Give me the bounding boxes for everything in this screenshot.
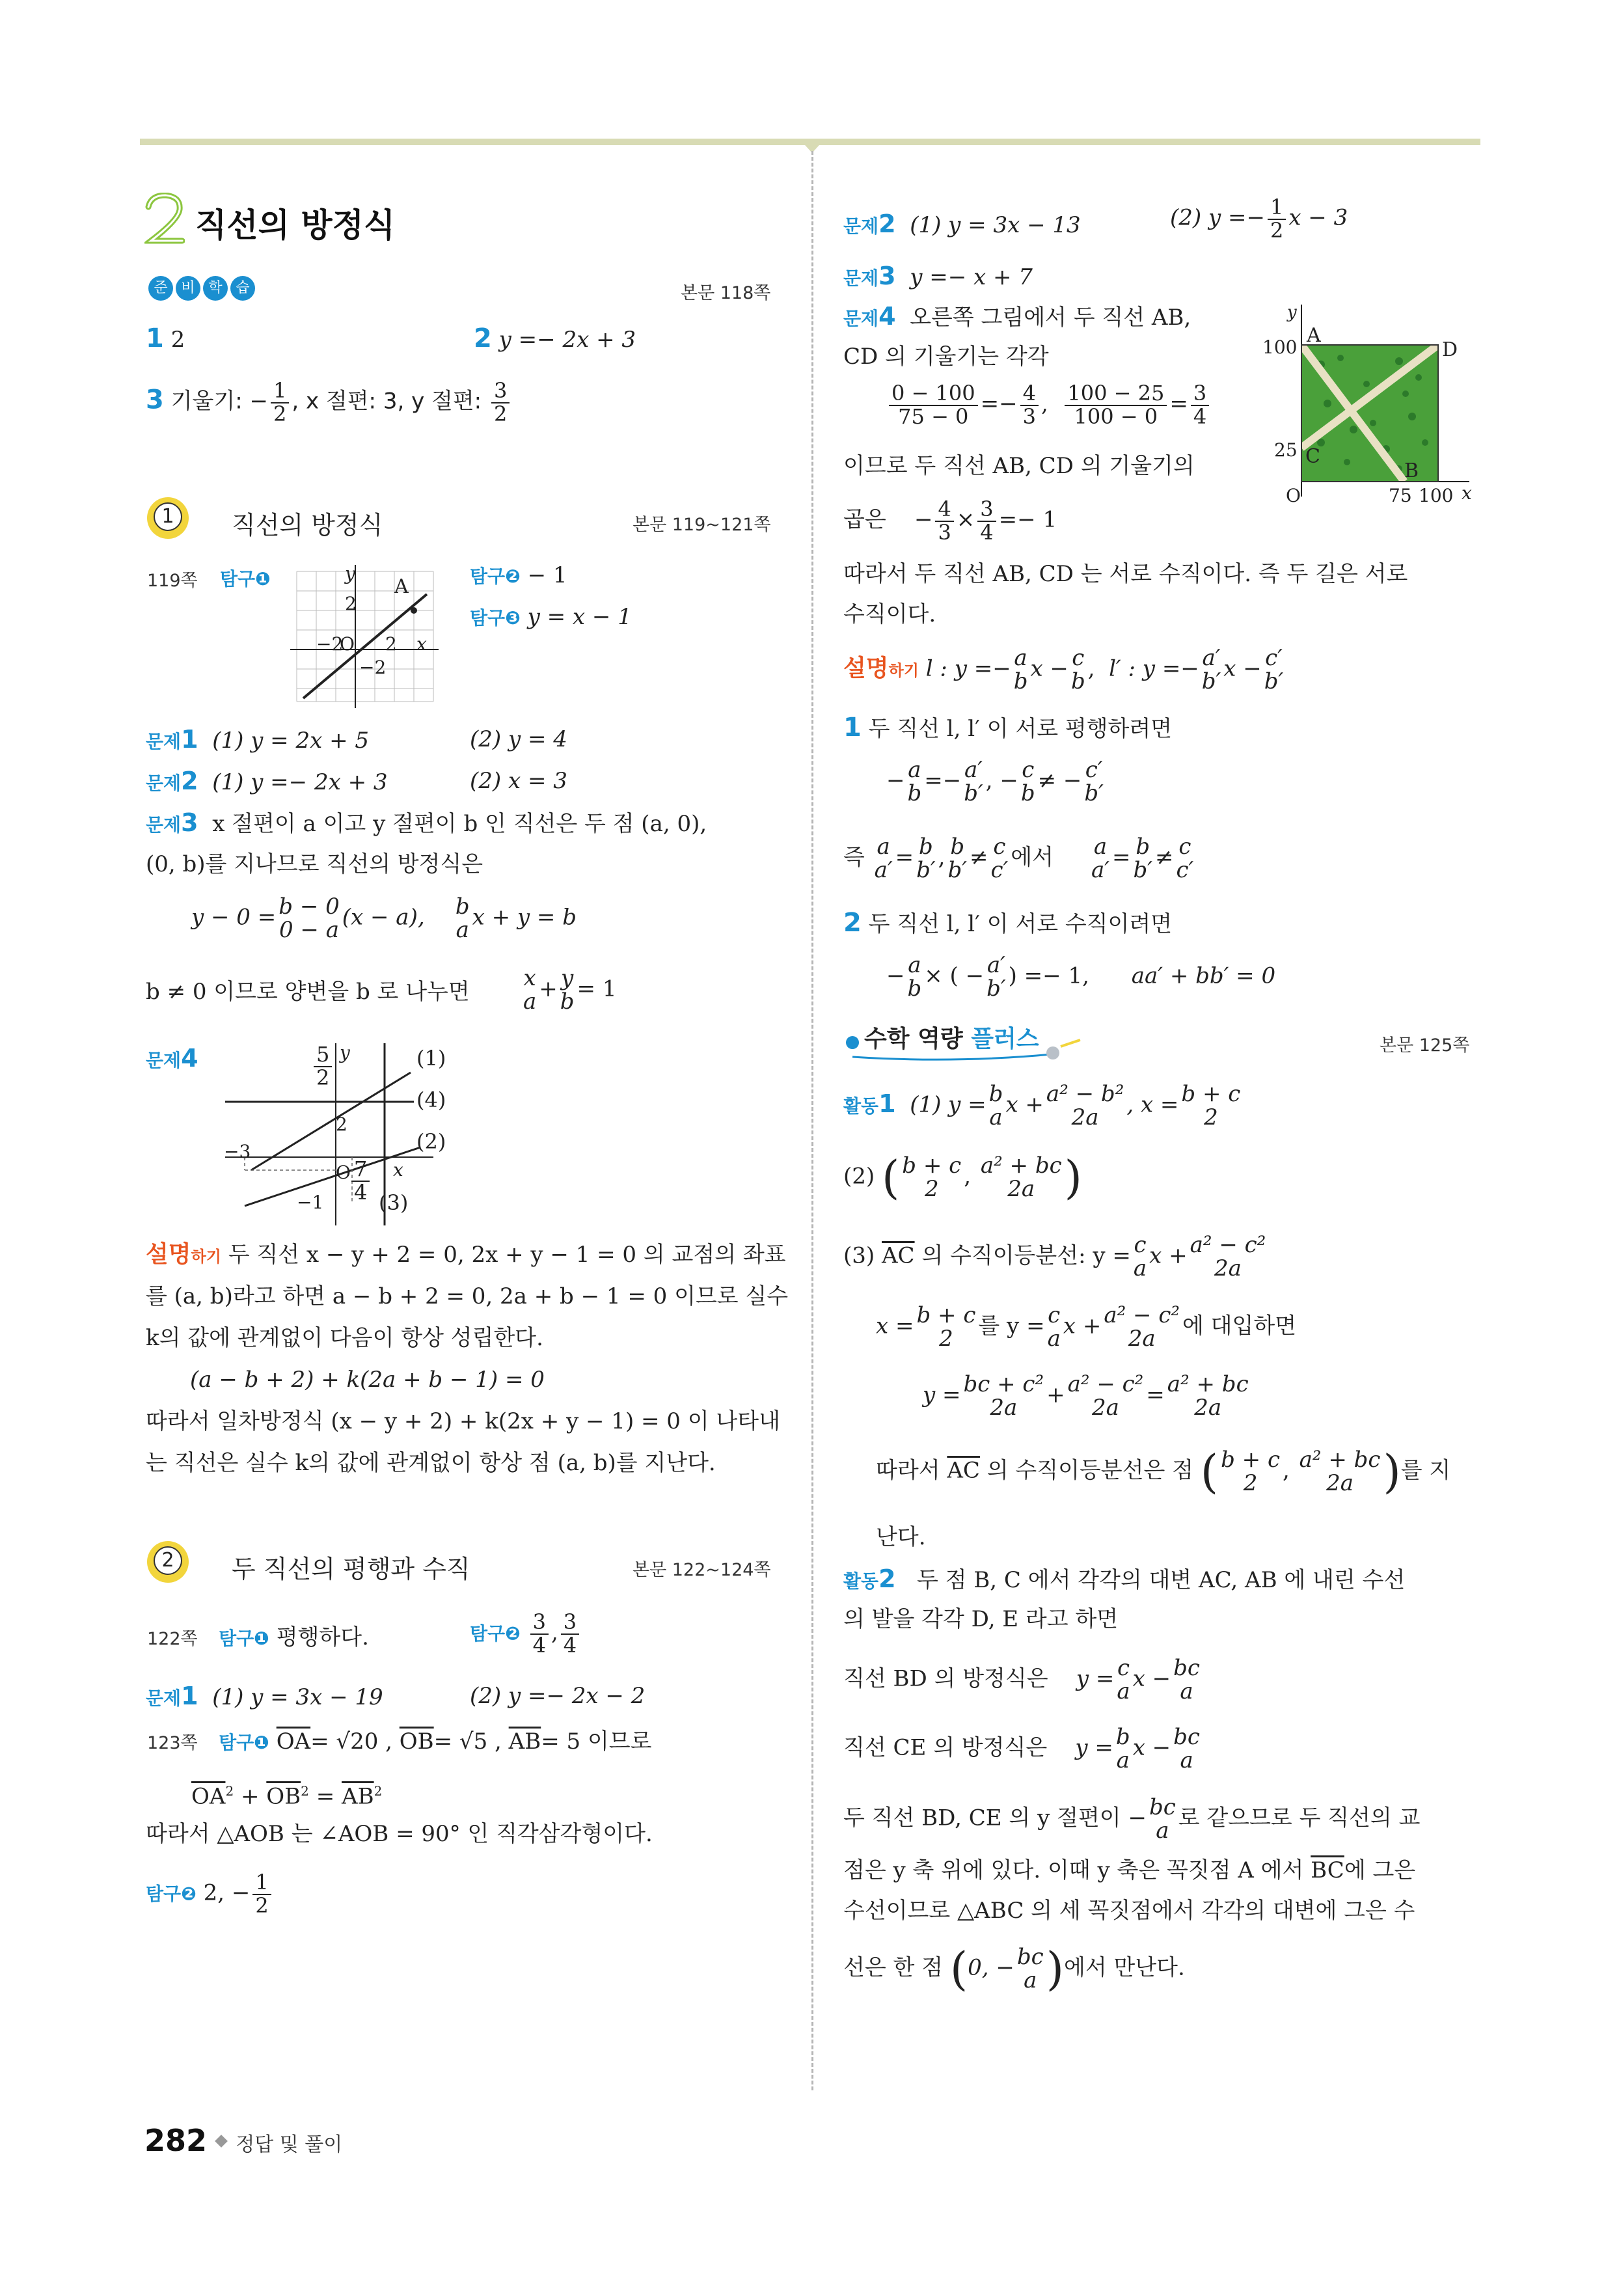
r-problem-4-line2: CD 의 기울기는 각각 bbox=[843, 344, 1049, 370]
r-problem-2b: (2) y =− $\frac{1}{2}$ x − 3 bbox=[1170, 195, 1348, 243]
r-problem-3: 문제3 y =− x + 7 bbox=[843, 262, 1033, 290]
plus-ref: 본문 125쪽 bbox=[1380, 1035, 1470, 1056]
explain-4: (a − b + 2) + k(2a + b − 1) = 0 bbox=[190, 1367, 545, 1393]
g1-y: y bbox=[345, 563, 355, 584]
g1-x: x bbox=[416, 633, 427, 655]
section-2-icon: 2 bbox=[147, 1541, 189, 1583]
g1-A: A bbox=[394, 575, 409, 598]
section-1-icon: 1 bbox=[147, 497, 189, 539]
activity-2-bd: 직선 BD 의 방정식은 y = c a x − bc a bbox=[843, 1655, 1200, 1704]
g1-two2: 2 bbox=[385, 633, 397, 655]
activity-1-3-sub: x = b + c 2 를 y = c a x + a² − c² 2a 에 대입하면 bbox=[876, 1302, 1297, 1352]
prep-badge: 비 bbox=[176, 276, 200, 301]
r-problem-2: 문제2 (1) y = 3x − 13 bbox=[843, 210, 1081, 238]
problem-3: 문제3 x 절편이 a 이고 y 절편이 b 인 직선은 두 점 (a, 0), bbox=[146, 808, 707, 837]
r-problem-4-line6: 수직이다. bbox=[843, 601, 936, 627]
explain-6: 는 직선은 실수 k의 값에 관계없이 항상 점 (a, b)를 지난다. bbox=[146, 1450, 716, 1476]
explain-5: 따라서 일차방정식 (x − y + 2) + k(2x + y − 1) = 0 이 나타내 bbox=[146, 1408, 780, 1434]
g4-m1: −1 bbox=[297, 1192, 324, 1213]
prep-badge: 습 bbox=[230, 276, 255, 301]
r-problem-4-line5: 따라서 두 직선 AB, CD 는 서로 수직이다. 즉 두 길은 서로 bbox=[843, 561, 1408, 587]
r-q1-eq: − a b =− a′ b′ , − c b ≠ − c′ b′ bbox=[886, 757, 1104, 806]
s2-problem-1: 문제1 (1) y = 3x − 19 bbox=[146, 1682, 383, 1710]
problem-2b: (2) x = 3 bbox=[470, 768, 567, 794]
footer-text: 정답 및 풀이 bbox=[236, 2133, 343, 2156]
problem-3-eq1: y − 0 = b − 0 0 − a (x − a), b a x + y = b bbox=[191, 894, 577, 943]
g4-line1: (1) bbox=[416, 1046, 446, 1071]
problem-1b: (2) y = 4 bbox=[470, 726, 567, 752]
right-triangle-line: 따라서 △AOB 는 ∠AOB = 90° 인 직각삼각형이다. bbox=[146, 1821, 653, 1847]
problem-4-label: 문제4 bbox=[146, 1044, 198, 1073]
activity-1-3-conc: 따라서 $\overline{AC}$ 의 수직이등분선은 점 ( b + c 2 , a² + bc 2a )를 지 bbox=[876, 1445, 1451, 1499]
activity-2-line4: 점은 y 축 위에 있다. 이때 y 축은 꼭짓점 A 에서 $\overline{BC}$에 그은 bbox=[843, 1857, 1416, 1883]
g4-O: O bbox=[336, 1162, 351, 1183]
r-q2-eq: − a b × ( − a′ b′ ) =− 1, aa′ + bb′ = 0 bbox=[886, 952, 1276, 1002]
r-problem-4-line3: 이므로 두 직선 AB, CD 의 기울기의 bbox=[843, 453, 1195, 479]
prep-badge: 준 bbox=[148, 276, 173, 301]
g4-x: x bbox=[393, 1159, 403, 1181]
r-problem-4-slopes: $\frac{0 - 100}{75 - 0}$ =− $\frac{4}{3}$ , $\frac{100 - 25}{100 - 0}$ = $\frac{3}{4}$ bbox=[886, 383, 1212, 428]
g4-line4: (4) bbox=[416, 1087, 446, 1112]
s2-explore-2: 탐구❷ $\frac{3}{4}$ , $\frac{3}{4}$ bbox=[470, 1611, 582, 1656]
page-122: 122쪽 탐구❶ 평행하다. bbox=[147, 1624, 369, 1650]
g4-line3: (3) bbox=[379, 1190, 409, 1215]
section-2-ref: 본문 122~124쪽 bbox=[633, 1560, 771, 1580]
activity-2-ce: 직선 CE 의 방정식은 y = b a x − bc a bbox=[843, 1724, 1200, 1773]
r-explain: 설명하기 l : y =− a b x − c b , l′ : y =− a′ b′ x − c′ b′ bbox=[843, 645, 1284, 694]
park-x: x bbox=[1462, 482, 1472, 504]
prep-badges bbox=[148, 276, 258, 301]
explore-1-label: 탐구❶ bbox=[220, 568, 271, 590]
g1-m22: −2 bbox=[359, 657, 387, 678]
section-2-title: 두 직선의 평행과 수직 bbox=[232, 1555, 470, 1583]
explore-3: 탐구❸ y = x − 1 bbox=[470, 604, 632, 630]
g1-two: 2 bbox=[345, 593, 357, 614]
activity-2-line3: 두 직선 BD, CE 의 y 절편이 − bc a 로 같으므로 두 직선의 교 bbox=[843, 1794, 1421, 1844]
park-B: B bbox=[1404, 459, 1419, 482]
g4-y: y bbox=[340, 1042, 350, 1063]
g1-O: O bbox=[340, 633, 355, 655]
activity-2-line5: 수선이므로 △ABC 의 세 꼭짓점에서 각각의 대변에 그은 수 bbox=[843, 1898, 1415, 1924]
r-q1-eq2: 즉 a a′ = b b′ , b b′ ≠ c c′ 에서 a a′ = b b′ ≠ c c′ bbox=[843, 834, 1194, 883]
activity-1-3-end: 난다. bbox=[876, 1524, 926, 1550]
activity-2-line2: 의 발을 각각 D, E 라고 하면 bbox=[843, 1606, 1119, 1632]
problem-2: 문제2 (1) y =− 2x + 3 bbox=[146, 767, 388, 795]
park-C: C bbox=[1305, 445, 1320, 468]
park-100: 100 bbox=[1262, 336, 1298, 358]
s2-explore-2b: 탐구❷ 2, − $\frac{1}{2}$ bbox=[146, 1872, 274, 1917]
park-A: A bbox=[1307, 324, 1321, 347]
explain-2: 를 (a, b)라고 하면 a − b + 2 = 0, 2a + b − 1 = 0 이므로 실수 bbox=[146, 1283, 789, 1309]
park-x100: 100 bbox=[1419, 485, 1454, 506]
section-1-title: 직선의 방정식 bbox=[232, 511, 383, 540]
g4-frac: $\frac{5}{2}$ bbox=[311, 1044, 334, 1089]
column-divider bbox=[811, 151, 813, 2090]
page-119-label: 119쪽 bbox=[147, 571, 198, 591]
r-q2: 2 두 직선 l, l′ 이 서로 수직이려면 bbox=[843, 908, 1173, 938]
g1-m2: −2 bbox=[316, 633, 344, 655]
r-problem-4-product: 곱은 − $\frac{4}{3}$ × $\frac{3}{4}$ =− 1 bbox=[843, 497, 1057, 545]
g4-line2: (2) bbox=[416, 1129, 446, 1154]
explain-3: k의 값에 관계없이 다음이 항상 성립한다. bbox=[146, 1325, 543, 1351]
park-D: D bbox=[1442, 338, 1458, 361]
prep-answer-2: 2 y =− 2x + 3 bbox=[474, 323, 636, 353]
r-problem-4: 문제4 오른쪽 그림에서 두 직선 AB, bbox=[843, 302, 1191, 331]
problem-1: 문제1 (1) y = 2x + 5 bbox=[146, 725, 370, 754]
page-123: 123쪽 탐구❶ $\overline{OA}= √20$ , $\overline{OB}= √5$ , $\overline{AB}= 5$ 이므로 bbox=[147, 1729, 652, 1755]
chapter-number-icon bbox=[144, 193, 185, 246]
g4-frac2: $\frac{7}{4}$ bbox=[349, 1158, 372, 1203]
park-O: O bbox=[1286, 485, 1301, 506]
explain-1: 설명하기 두 직선 x − y + 2 = 0, 2x + y − 1 = 0 의 교점의 좌표 bbox=[146, 1241, 786, 1268]
page-number: 282 bbox=[144, 2123, 208, 2158]
activity-1-3: (3) $\overline{AC}$ 의 수직이등분선: y = c a x + a² − c² 2a bbox=[843, 1232, 1266, 1281]
activity-1: 활동1 (1) y = b a x + a² − b² 2a , x = b + c 2 bbox=[843, 1081, 1241, 1130]
section-1-ref: 본문 119~121쪽 bbox=[633, 515, 771, 535]
park-25: 25 bbox=[1274, 439, 1298, 461]
problem-3-line3: b ≠ 0 이므로 양변을 b 로 나누면 bbox=[146, 979, 470, 1005]
prep-answer-1: 1 2 bbox=[146, 323, 185, 353]
park-75: 75 bbox=[1389, 485, 1412, 506]
problem-3-line2: (0, b)를 지나므로 직선의 방정식은 bbox=[146, 851, 483, 877]
g4-m3: −3 bbox=[224, 1141, 251, 1162]
pythagoras-eq: $\overline{OA}^2 + \overline{OB}^2 = \overline{AB}^2$ bbox=[191, 1783, 383, 1810]
g4-two: 2 bbox=[336, 1114, 347, 1135]
activity-1-3-y: y = bc + c² 2a + a² − c² 2a = a² + bc 2a bbox=[923, 1371, 1249, 1421]
activity-2-line6: 선은 한 점 (0, − bc a )에서 만난다. bbox=[843, 1942, 1185, 1996]
r-q1: 1 두 직선 l, l′ 이 서로 평행하려면 bbox=[843, 713, 1173, 743]
s2-problem-1b: (2) y =− 2x − 2 bbox=[470, 1683, 646, 1709]
activity-1-2: (2) ( b + c 2 , a² + bc 2a ) bbox=[843, 1151, 1082, 1205]
prep-badge: 학 bbox=[203, 276, 228, 301]
park-y: y bbox=[1287, 303, 1297, 322]
problem-3-eq3: x a + y b = 1 bbox=[523, 965, 617, 1015]
prep-answer-3: 3 기울기: − $\frac{1}{2}$ , x 절편: 3, y 절편: $\frac{3}{2}$ bbox=[146, 380, 512, 425]
footer bbox=[144, 2123, 342, 2158]
plus-title: 수학 역량 플러스 bbox=[864, 1026, 1039, 1052]
footer-diamond-icon bbox=[215, 2135, 228, 2148]
prep-ref: 본문 118쪽 bbox=[681, 283, 771, 303]
explore-2: 탐구❷ − 1 bbox=[470, 562, 567, 588]
chapter-title: 직선의 방정식 bbox=[195, 206, 396, 244]
activity-2: 활동2 두 점 B, C 에서 각각의 대변 AC, AB 에 내린 수선 bbox=[843, 1565, 1406, 1593]
